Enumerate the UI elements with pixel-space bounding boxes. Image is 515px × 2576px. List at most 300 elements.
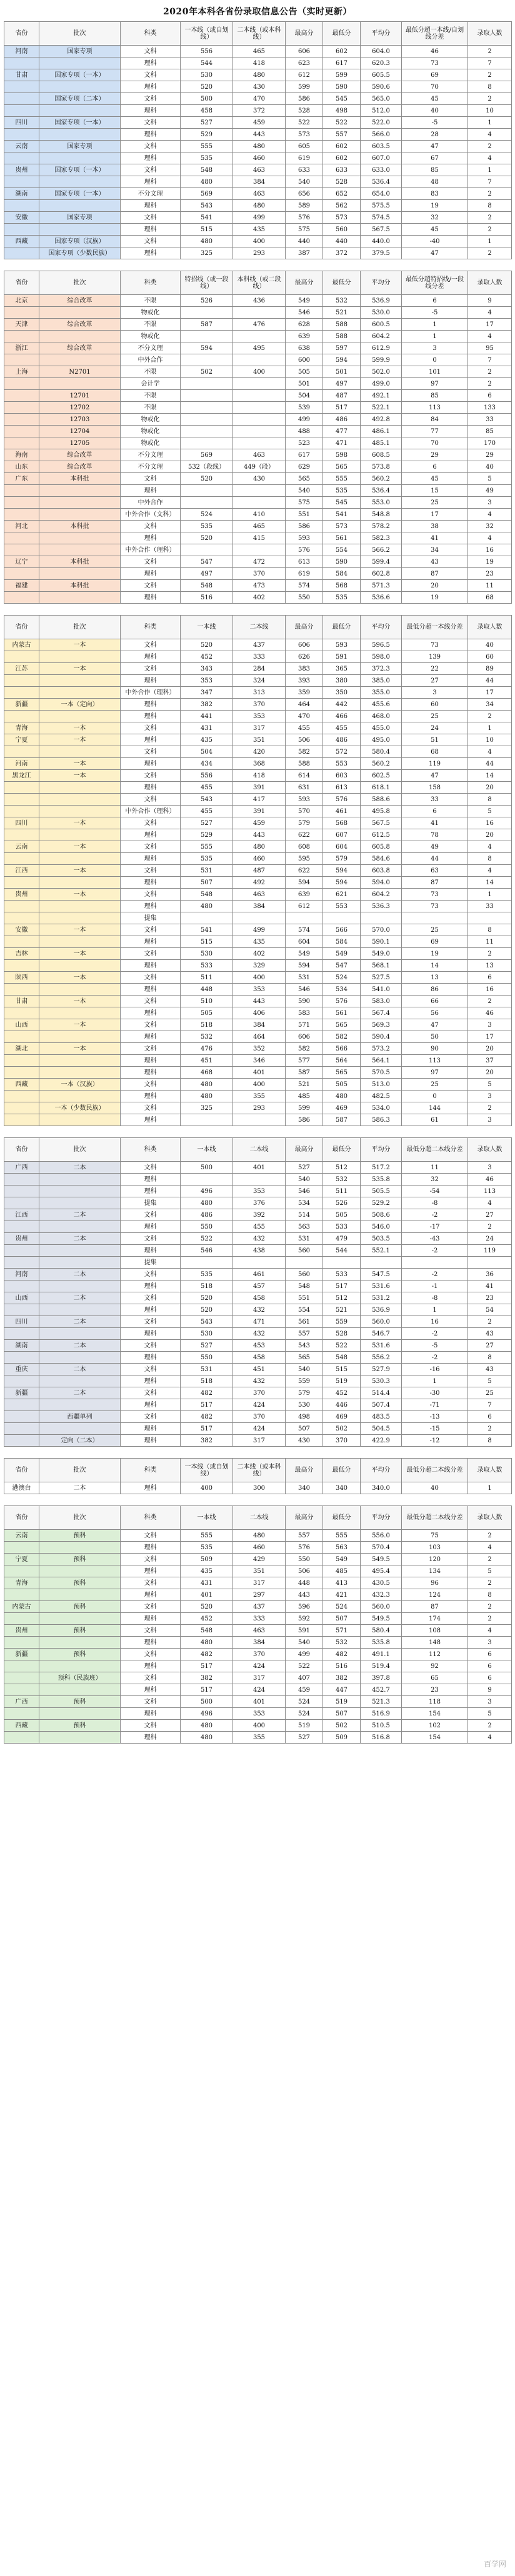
cell-diff: 67 [402,152,468,164]
cell-min-score: 533 [323,1269,361,1281]
header-row [4,1459,512,1482]
cell-count: 4 [468,1197,512,1209]
cell-min-score: 621 [323,889,361,901]
cell-avg-score: 583.0 [361,996,402,1007]
cell-line-b: 391 [233,806,286,817]
cell-avg-score: 580.4 [361,1625,402,1637]
cell-diff: 102 [402,1720,468,1732]
table-row [4,93,512,105]
cell-diff: 17 [402,509,468,521]
cell-subject: 文科 [121,794,181,806]
cell-province [4,1708,39,1720]
cell-batch: 二本 [39,1292,121,1304]
cell-avg-score: 612.5 [361,829,402,841]
cell-line-b: 461 [233,1269,286,1281]
cell-diff: 174 [402,1613,468,1625]
table-row [4,319,512,331]
cell-avg-score: 603.8 [361,865,402,877]
section-table [4,1505,512,1744]
column-header: 批次 [39,22,121,46]
cell-subject: 物或化 [121,426,181,437]
cell-avg-score: 527.5 [361,972,402,984]
cell-diff: 113 [402,402,468,414]
cell-province [4,1221,39,1233]
column-header: 录取人数 [468,616,512,639]
cell-province [4,651,39,663]
cell-line-b: 495 [233,342,286,354]
cell-province [4,129,39,141]
cell-min-score: 555 [323,1530,361,1542]
cell-line-b: 455 [233,1221,286,1233]
cell-province: 河南 [4,758,39,770]
cell-subject: 提集 [121,1257,181,1269]
cell-diff: 41 [402,532,468,544]
cell-line-a: 325 [181,247,233,259]
cell-province [4,509,39,521]
cell-avg-score: 607.0 [361,152,402,164]
cell-diff: 84 [402,414,468,426]
cell-count: 8 [468,853,512,865]
cell-batch: 国家专项（汉族） [39,236,121,247]
cell-batch [39,129,121,141]
cell-min-score: 528 [323,176,361,188]
cell-max-score: 501 [286,378,323,390]
table-row [4,889,512,901]
table-row [4,1696,512,1708]
cell-line-b: 355 [233,1732,286,1744]
cell-diff: 25 [402,711,468,722]
cell-avg-score: 570.4 [361,1542,402,1554]
table-row [4,461,512,473]
cell-line-b: 436 [233,295,286,307]
cell-line-b: 370 [233,568,286,580]
cell-diff: 86 [402,984,468,996]
cell-subject: 文科 [121,1079,181,1091]
cell-min-score: 652 [323,188,361,200]
cell-line-b: 317 [233,1435,286,1447]
cell-subject: 理科 [121,651,181,663]
cell-avg-score: 599.4 [361,556,402,568]
cell-province [4,984,39,996]
cell-count: 3 [468,1019,512,1031]
cell-min-score: 598 [323,449,361,461]
cell-province [4,592,39,604]
cell-line-a: 505 [181,1007,233,1019]
cell-avg-score: 565.0 [361,93,402,105]
cell-batch: 国家专项 [39,212,121,224]
cell-subject: 文科 [121,1577,181,1589]
cell-subject: 理科 [121,1708,181,1720]
cell-max-score: 548 [286,1281,323,1292]
cell-province [4,877,39,889]
cell-line-b: 353 [233,984,286,996]
cell-count: 2 [468,188,512,200]
cell-line-b: 317 [233,1672,286,1684]
cell-line-b: 284 [233,663,286,675]
cell-batch: 一本 [39,639,121,651]
cell-max-score: 626 [286,651,323,663]
cell-province: 贵州 [4,1625,39,1637]
cell-line-a [181,426,233,437]
cell-province [4,1732,39,1744]
cell-line-a: 347 [181,687,233,699]
cell-province: 贵州 [4,1233,39,1245]
table-row [4,402,512,414]
cell-min-score: 573 [323,212,361,224]
table-row [4,188,512,200]
cell-diff: 19 [402,200,468,212]
cell-min-score: 380 [323,675,361,687]
table-row [4,1091,512,1102]
cell-batch: 二本 [39,1482,121,1494]
cell-province: 青海 [4,1577,39,1589]
cell-avg-score: 600.5 [361,319,402,331]
cell-max-score: 485 [286,1091,323,1102]
cell-subject: 理科 [121,1637,181,1649]
cell-max-score: 574 [286,924,323,936]
cell-line-a: 556 [181,770,233,782]
cell-max-score: 430 [286,1435,323,1447]
cell-batch [39,936,121,948]
cell-batch [39,509,121,521]
cell-diff: 70 [402,81,468,93]
cell-min-score: 553 [323,758,361,770]
cell-max-score: 593 [286,532,323,544]
cell-diff: 6 [402,295,468,307]
cell-province: 山西 [4,1019,39,1031]
cell-count: 3 [468,1696,512,1708]
cell-batch: 一本 [39,996,121,1007]
table-row [4,437,512,449]
cell-batch: 预科 [39,1649,121,1660]
cell-min-score: 590 [323,556,361,568]
cell-batch: N2701 [39,366,121,378]
cell-batch: 12705 [39,437,121,449]
cell-count [468,1257,512,1269]
cell-count: 4 [468,1542,512,1554]
table-row [4,307,512,319]
cell-line-a: 535 [181,152,233,164]
cell-min-score: 519 [323,1375,361,1387]
table-row [4,1233,512,1245]
table-row [4,331,512,342]
column-header: 一本线 [181,1506,233,1530]
cell-subject: 文科 [121,236,181,247]
cell-min-score: 582 [323,1031,361,1043]
cell-line-b: 463 [233,889,286,901]
cell-batch [39,1613,121,1625]
cell-line-a: 569 [181,188,233,200]
cell-min-score: 522 [323,117,361,129]
cell-avg-score: 573.2 [361,1043,402,1055]
cell-province: 四川 [4,117,39,129]
cell-count: 17 [468,319,512,331]
cell-diff: 73 [402,639,468,651]
cell-avg-score: 654.0 [361,188,402,200]
cell-province: 河南 [4,46,39,57]
cell-avg-score: 605.5 [361,69,402,81]
cell-max-score: 540 [286,485,323,497]
cell-subject: 理科 [121,984,181,996]
table-row [4,1292,512,1304]
cell-province [4,1637,39,1649]
cell-count: 5 [468,1565,512,1577]
cell-line-a: 353 [181,675,233,687]
table-row [4,984,512,996]
cell-subject: 理科 [121,782,181,794]
cell-avg-score: 571.3 [361,580,402,592]
cell-min-score: 524 [323,972,361,984]
cell-province [4,901,39,912]
cell-line-b [233,485,286,497]
cell-min-score: 477 [323,426,361,437]
cell-max-score: 506 [286,1565,323,1577]
cell-province: 广西 [4,1696,39,1708]
cell-batch: 综合改革 [39,295,121,307]
cell-batch [39,1174,121,1186]
column-header: 科类 [121,271,181,295]
cell-count: 20 [468,1067,512,1079]
cell-line-b: 460 [233,152,286,164]
cell-avg-score: 556.0 [361,1530,402,1542]
cell-diff: 97 [402,1067,468,1079]
column-header: 平均分 [361,1506,402,1530]
cell-avg-score: 560.2 [361,473,402,485]
cell-line-b [233,437,286,449]
cell-line-a: 515 [181,224,233,236]
cell-diff: 87 [402,568,468,580]
cell-avg-score: 452.7 [361,1684,402,1696]
cell-min-score: 487 [323,390,361,402]
cell-min-score: 534 [323,984,361,996]
column-header: 最低分 [323,22,361,46]
cell-max-score: 527 [286,1162,323,1174]
cell-subject: 文科 [121,889,181,901]
cell-diff: -8 [402,1197,468,1209]
cell-min-score: 617 [323,57,361,69]
cell-line-a: 515 [181,936,233,948]
cell-min-score: 562 [323,200,361,212]
column-header: 最低分 [323,1138,361,1162]
table-row [4,1257,512,1269]
cell-count: 4 [468,331,512,342]
cell-count: 23 [468,568,512,580]
table-row [4,996,512,1007]
column-header: 最低分 [323,616,361,639]
cell-province [4,1091,39,1102]
cell-province: 上海 [4,366,39,378]
column-header: 省份 [4,1459,39,1482]
cell-line-a: 530 [181,69,233,81]
cell-count: 8 [468,1435,512,1447]
table-row [4,663,512,675]
cell-min-score: 516 [323,1660,361,1672]
cell-diff: 101 [402,366,468,378]
cell-diff: 50 [402,1031,468,1043]
cell-subject: 文科 [121,556,181,568]
cell-min-score: 535 [323,592,361,604]
cell-min-score: 515 [323,1364,361,1375]
cell-line-b: 402 [233,948,286,960]
cell-batch: 一本 [39,770,121,782]
table-row [4,57,512,69]
cell-line-a [181,354,233,366]
cell-subject: 中外合作 [121,497,181,509]
cell-min-score: 469 [323,1411,361,1423]
cell-batch [39,544,121,556]
cell-batch: 12703 [39,414,121,426]
cell-count: 1 [468,236,512,247]
cell-diff: 16 [402,1316,468,1328]
cell-min-score: 370 [323,1435,361,1447]
column-header: 批次 [39,616,121,639]
cell-min-score: 565 [323,1067,361,1079]
section-table [4,1458,512,1494]
cell-province: 贵州 [4,164,39,176]
table-row [4,532,512,544]
cell-min-score: 413 [323,1577,361,1589]
cell-min-score: 526 [323,1197,361,1209]
cell-province [4,1684,39,1696]
cell-min-score: 602 [323,152,361,164]
table-row [4,1340,512,1352]
table-row [4,901,512,912]
cell-min-score: 557 [323,129,361,141]
cell-max-score: 499 [286,1649,323,1660]
cell-min-score: 452 [323,1387,361,1399]
table-row [4,1245,512,1257]
column-header: 最低分超一本线分差 [402,616,468,639]
cell-count: 33 [468,414,512,426]
cell-max-score: 588 [286,758,323,770]
cell-count: 16 [468,817,512,829]
cell-line-b: 453 [233,1340,286,1352]
cell-diff: 66 [402,996,468,1007]
cell-min-score: 511 [323,1186,361,1197]
cell-province: 青海 [4,722,39,734]
cell-line-a: 518 [181,1281,233,1292]
column-header: 省份 [4,1506,39,1530]
cell-subject: 文科 [121,1530,181,1542]
cell-diff: 40 [402,105,468,117]
table-row [4,1684,512,1696]
column-header: 最低分 [323,1506,361,1530]
cell-count: 60 [468,651,512,663]
column-header: 最高分 [286,1138,323,1162]
table-row [4,877,512,889]
cell-count: 2 [468,1102,512,1114]
cell-line-a: 476 [181,1043,233,1055]
cell-batch: 一本 [39,734,121,746]
cell-province [4,414,39,426]
cell-count: 95 [468,342,512,354]
cell-subject: 文科 [121,1387,181,1399]
table-row [4,390,512,402]
cell-line-b: 429 [233,1554,286,1565]
table-row [4,449,512,461]
cell-line-b: 370 [233,1387,286,1399]
cell-line-b: 401 [233,1067,286,1079]
cell-line-b: 487 [233,865,286,877]
cell-min-score: 440 [323,236,361,247]
cell-line-a: 548 [181,580,233,592]
cell-line-a: 535 [181,1542,233,1554]
cell-line-b: 424 [233,1423,286,1435]
cell-batch [39,1055,121,1067]
cell-avg-score: 519.4 [361,1660,402,1672]
cell-subject: 文科 [121,164,181,176]
column-header: 最低分超二本线分差 [402,1138,468,1162]
cell-diff: 1 [402,319,468,331]
cell-province: 湖北 [4,1043,39,1055]
cell-count: 13 [468,960,512,972]
table-row [4,675,512,687]
cell-diff: 158 [402,782,468,794]
cell-min-score: 455 [323,722,361,734]
cell-max-score: 540 [286,1174,323,1186]
cell-max-score: 592 [286,1613,323,1625]
cell-line-a: 480 [181,901,233,912]
cell-diff [402,1257,468,1269]
cell-count: 6 [468,1672,512,1684]
cell-count: 119 [468,1245,512,1257]
cell-line-b: 392 [233,1209,286,1221]
cell-max-score: 557 [286,1530,323,1542]
cell-diff: 38 [402,521,468,532]
cell-line-a: 382 [181,1672,233,1684]
cell-batch: 一本（定向） [39,699,121,711]
cell-line-b: 430 [233,81,286,93]
cell-min-score: 566 [323,924,361,936]
cell-avg-score: 604.0 [361,46,402,57]
cell-count: 2 [468,141,512,152]
cell-line-a: 587 [181,319,233,331]
cell-subject: 理科 [121,1684,181,1696]
cell-min-score: 599 [323,69,361,81]
cell-line-a: 507 [181,877,233,889]
cell-batch: 一本 [39,722,121,734]
cell-line-a: 520 [181,639,233,651]
cell-province [4,794,39,806]
cell-line-a: 550 [181,1221,233,1233]
cell-province: 新疆 [4,1649,39,1660]
table-row [4,1102,512,1114]
cell-diff: 1 [402,1304,468,1316]
cell-line-b: 293 [233,247,286,259]
cell-line-a: 343 [181,663,233,675]
cell-max-score: 550 [286,1554,323,1565]
cell-batch [39,1221,121,1233]
cell-min-score: 541 [323,509,361,521]
cell-subject: 文科 [121,46,181,57]
cell-batch [39,1565,121,1577]
cell-line-a: 480 [181,236,233,247]
cell-subject: 理科 [121,1352,181,1364]
cell-batch: 12701 [39,390,121,402]
cell-avg-score: 468.0 [361,711,402,722]
cell-min-score: 549 [323,1554,361,1565]
cell-avg-score: 590.1 [361,936,402,948]
cell-line-b: 384 [233,176,286,188]
cell-avg-score: 505.5 [361,1186,402,1197]
cell-subject: 中外合作（文科） [121,509,181,521]
cell-line-a: 455 [181,806,233,817]
cell-min-score: 469 [323,1102,361,1114]
cell-line-a [181,414,233,426]
cell-province [4,497,39,509]
cell-avg-score: 547.5 [361,1269,402,1281]
cell-province [4,426,39,437]
